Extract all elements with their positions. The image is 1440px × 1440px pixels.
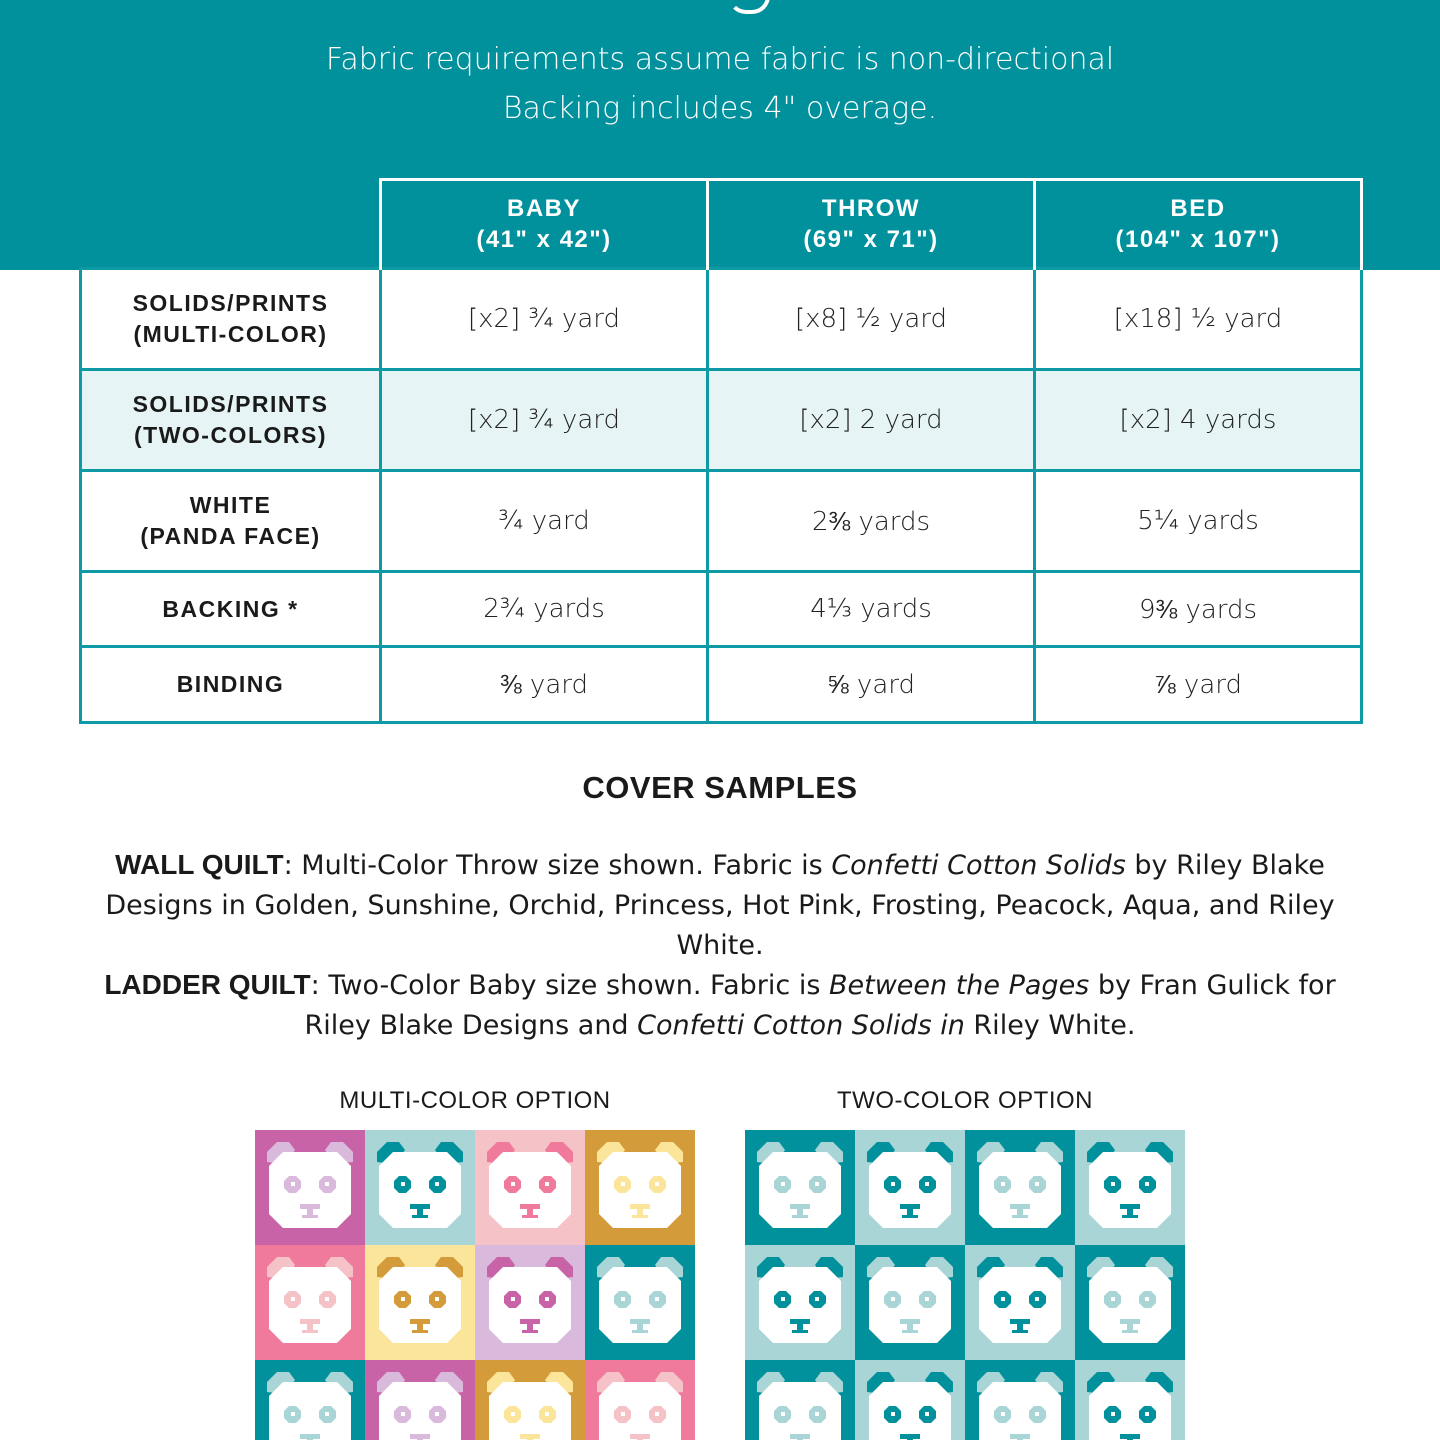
panda-block <box>585 1360 695 1440</box>
table-cell: 5¼ yards <box>1035 471 1362 572</box>
column-size: (69" x 71") <box>803 226 939 253</box>
column-header-throw <box>708 180 1035 269</box>
panda-face-icon <box>585 1245 695 1360</box>
ladder-fabric-name: Between the Pages <box>828 970 1090 1001</box>
table-cell: ⅝ yard <box>708 647 1035 723</box>
wall-text-a: : Multi-Color Throw size shown. Fabric is <box>283 850 832 881</box>
row-header <box>81 370 381 471</box>
table-cell: ⅜ yard <box>381 647 708 723</box>
panda-block <box>1075 1130 1185 1245</box>
panda-block <box>965 1245 1075 1360</box>
panda-face-icon <box>745 1245 855 1360</box>
panda-face-icon <box>965 1130 1075 1245</box>
panda-face-icon <box>745 1130 855 1245</box>
panda-block <box>475 1360 585 1440</box>
ladder-text-b: by Fran Gulick for Riley Blake Designs and <box>304 970 1336 1041</box>
column-name: THROW <box>821 195 921 222</box>
panda-block <box>255 1130 365 1245</box>
table-cell: [x2] ¾ yard <box>381 269 708 370</box>
row-label: SOLIDS/PRINTS <box>132 290 329 316</box>
panda-block <box>255 1245 365 1360</box>
row-sublabel: (PANDA FACE) <box>140 523 321 549</box>
panda-face-icon <box>475 1130 585 1245</box>
row-label: SOLIDS/PRINTS <box>132 391 329 417</box>
panda-block <box>475 1130 585 1245</box>
two-color-quilt-grid <box>745 1130 1185 1440</box>
table-row-backing <box>81 572 1362 647</box>
panda-block <box>965 1130 1075 1245</box>
panda-face-icon <box>365 1360 475 1440</box>
wall-text-b: by Riley Blake Designs in Golden, Sunshine, Orchid, Princess, Hot Pink, Frosting, Peacock, Aqua, and Riley White. <box>105 850 1335 961</box>
column-size: (104" x 107") <box>1115 226 1281 253</box>
panda-block <box>475 1245 585 1360</box>
panda-face-icon <box>855 1245 965 1360</box>
panda-block <box>855 1130 965 1245</box>
panda-face-icon <box>1075 1245 1185 1360</box>
panda-face-icon <box>855 1360 965 1440</box>
ladder-text-a: : Two-Color Baby size shown. Fabric is <box>310 970 829 1001</box>
panda-face-icon <box>1075 1360 1185 1440</box>
table-row-two-colors <box>81 370 1362 471</box>
table-cell: ⅞ yard <box>1035 647 1362 723</box>
column-name: BABY <box>506 195 581 222</box>
panda-block <box>745 1245 855 1360</box>
panda-face-icon <box>585 1360 695 1440</box>
table-row-multi-color <box>81 269 1362 370</box>
panda-face-icon <box>965 1245 1075 1360</box>
row-header <box>81 471 381 572</box>
panda-block <box>745 1130 855 1245</box>
table-cell: 9⅜ yards <box>1035 572 1362 647</box>
panda-block <box>255 1360 365 1440</box>
table-row-binding <box>81 647 1362 723</box>
panda-face-icon <box>585 1130 695 1245</box>
row-header: BACKING * <box>81 572 381 647</box>
panda-face-icon <box>745 1360 855 1440</box>
column-name: BED <box>1170 195 1226 222</box>
panda-face-icon <box>475 1245 585 1360</box>
title-fragment-glyph <box>728 0 770 14</box>
panda-block <box>585 1245 695 1360</box>
panda-face-icon <box>255 1360 365 1440</box>
table-cell: [x18] ½ yard <box>1035 269 1362 370</box>
cover-samples-heading: COVER SAMPLES <box>582 770 858 805</box>
table-cell: 2⅜ yards <box>708 471 1035 572</box>
panda-block <box>365 1360 475 1440</box>
table-cell: [x2] ¾ yard <box>381 370 708 471</box>
panda-face-icon <box>255 1130 365 1245</box>
panda-block <box>365 1245 475 1360</box>
table-cell: 2¾ yards <box>381 572 708 647</box>
multi-color-quilt-grid <box>255 1130 695 1440</box>
table-cell: [x2] 2 yard <box>708 370 1035 471</box>
panda-face-icon <box>475 1360 585 1440</box>
wall-quilt-label: WALL QUILT <box>115 849 284 880</box>
two-color-option-label: TWO-COLOR OPTION <box>837 1087 1093 1114</box>
panda-face-icon <box>965 1360 1075 1440</box>
panda-block <box>365 1130 475 1245</box>
panda-block <box>585 1130 695 1245</box>
row-sublabel: (MULTI-COLOR) <box>133 321 328 347</box>
backing-note: Backing includes 4" overage. <box>502 91 938 126</box>
panda-block <box>1075 1245 1185 1360</box>
table-cell: [x8] ½ yard <box>708 269 1035 370</box>
ladder-text-c: Riley White. <box>964 1010 1136 1041</box>
ladder-fabric-name-2: Confetti Cotton Solids in <box>637 1010 965 1041</box>
panda-face-icon <box>1075 1130 1185 1245</box>
ladder-quilt-label: LADDER QUILT <box>104 969 311 1000</box>
wall-fabric-name: Confetti Cotton Solids <box>831 850 1126 881</box>
row-sublabel: (TWO-COLORS) <box>133 422 327 448</box>
ladder-quilt-description <box>100 965 1340 1046</box>
row-header: BINDING <box>81 647 381 723</box>
panda-block <box>1075 1360 1185 1440</box>
column-header-bed <box>1035 180 1362 269</box>
row-label: WHITE <box>189 492 272 518</box>
panda-block <box>965 1360 1075 1440</box>
table-header-row <box>81 180 1362 269</box>
panda-block <box>745 1360 855 1440</box>
panda-face-icon <box>365 1245 475 1360</box>
panda-block <box>855 1245 965 1360</box>
panda-face-icon <box>365 1130 475 1245</box>
fabric-requirements-table <box>79 178 1363 724</box>
table-cell: [x2] 4 yards <box>1035 370 1362 471</box>
table-row-white <box>81 471 1362 572</box>
column-size: (41" x 42") <box>476 226 612 253</box>
wall-quilt-description <box>100 845 1340 966</box>
row-header <box>81 269 381 370</box>
fabric-note: Fabric requirements assume fabric is non-directional <box>325 42 1115 77</box>
table-cell: 4⅓ yards <box>708 572 1035 647</box>
panda-block <box>855 1360 965 1440</box>
panda-face-icon <box>255 1245 365 1360</box>
table-corner <box>81 180 381 269</box>
column-header-baby <box>381 180 708 269</box>
panda-face-icon <box>855 1130 965 1245</box>
table-cell: ¾ yard <box>381 471 708 572</box>
multi-color-option-label: MULTI-COLOR OPTION <box>339 1087 611 1114</box>
